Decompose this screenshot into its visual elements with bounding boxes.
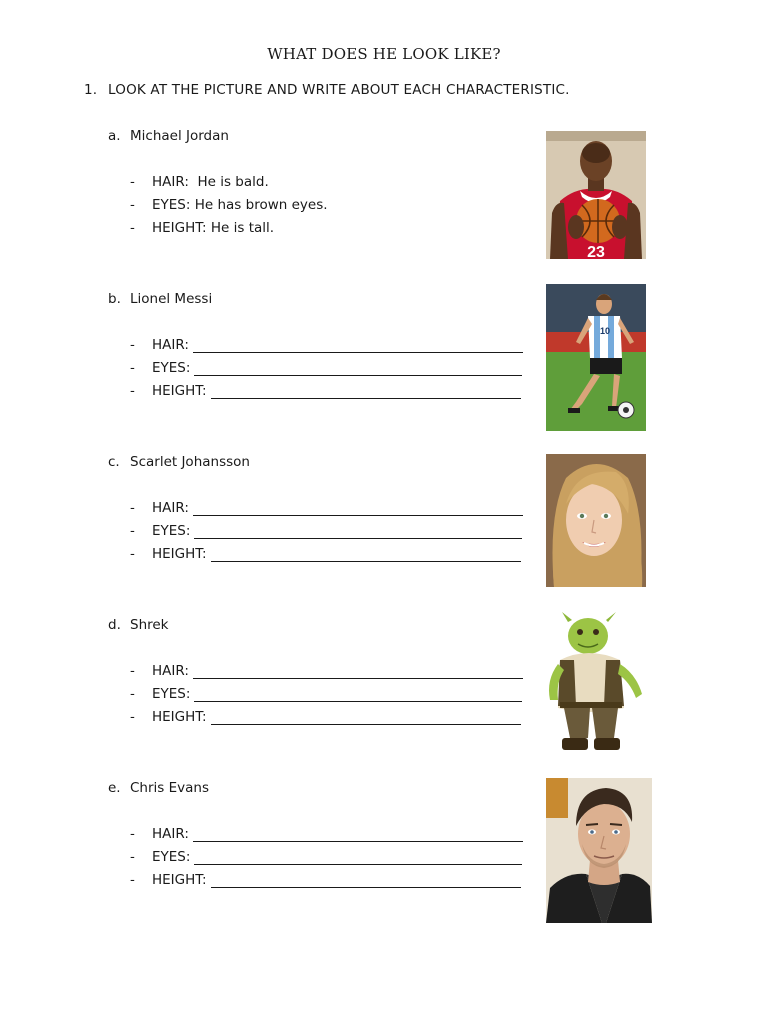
eyes-answer-blank[interactable]: [194, 524, 522, 539]
hair-line: - HAIR:: [130, 333, 523, 353]
item-heading: [108, 780, 209, 796]
eyes-answer: He has brown eyes.: [194, 197, 328, 213]
shrek-picture: [546, 608, 646, 758]
hair-answer-blank[interactable]: [193, 501, 523, 516]
height-answer-blank[interactable]: [211, 710, 521, 725]
worksheet-title: WHAT DOES HE LOOK LIKE?: [267, 45, 501, 63]
item-heading: [108, 291, 212, 307]
item-name: Chris Evans: [130, 780, 209, 796]
hair-label: HAIR:: [152, 663, 189, 679]
height-line: - HEIGHT:: [130, 542, 521, 562]
item-letter: b.: [108, 291, 121, 307]
item-name: Lionel Messi: [130, 291, 213, 307]
item-letter: e.: [108, 780, 121, 796]
michael-jordan-photo: [546, 131, 646, 259]
hair-answer-blank[interactable]: [193, 338, 523, 353]
eyes-label: EYES:: [152, 197, 191, 213]
messi-number: 10: [599, 326, 611, 336]
height-line: - HEIGHT:: [130, 868, 521, 888]
item-letter: d.: [108, 617, 121, 633]
height-label: HEIGHT:: [152, 546, 207, 562]
eyes-answer-blank[interactable]: [194, 361, 522, 376]
eyes-line: - EYES: He has brown eyes.: [130, 197, 328, 213]
item-name: Scarlet Johansson: [130, 454, 250, 470]
eyes-answer-blank[interactable]: [194, 850, 522, 865]
hair-answer-blank[interactable]: [193, 827, 523, 842]
item-letter: a.: [108, 128, 121, 144]
hair-answer-blank[interactable]: [193, 664, 523, 679]
eyes-label: EYES:: [152, 849, 191, 865]
instruction: [84, 82, 570, 98]
height-label: HEIGHT:: [152, 220, 207, 236]
item-heading: [108, 617, 169, 633]
eyes-line: - EYES:: [130, 356, 522, 376]
height-answer-blank[interactable]: [211, 873, 521, 888]
height-line: - HEIGHT:: [130, 705, 521, 725]
item-name: Shrek: [130, 617, 169, 633]
jersey-number: 23: [587, 244, 605, 259]
item-name: Michael Jordan: [130, 128, 229, 144]
height-answer-blank[interactable]: [211, 384, 521, 399]
eyes-label: EYES:: [152, 360, 191, 376]
height-label: HEIGHT:: [152, 709, 207, 725]
eyes-line: - EYES:: [130, 845, 522, 865]
instruction-text: LOOK AT THE PICTURE AND WRITE ABOUT EACH CHARACTERISTIC.: [108, 82, 570, 98]
hair-label: HAIR:: [152, 174, 189, 190]
hair-line: - HAIR:: [130, 822, 523, 842]
height-line: - HEIGHT:: [130, 379, 521, 399]
hair-label: HAIR:: [152, 500, 189, 516]
eyes-label: EYES:: [152, 523, 191, 539]
eyes-line: - EYES:: [130, 519, 522, 539]
hair-line: - HAIR: He is bald.: [130, 174, 269, 190]
eyes-line: - EYES:: [130, 682, 522, 702]
height-answer: He is tall.: [210, 220, 275, 236]
eyes-answer-blank[interactable]: [194, 687, 522, 702]
hair-line: - HAIR:: [130, 659, 523, 679]
lionel-messi-photo: [546, 284, 646, 431]
hair-label: HAIR:: [152, 337, 189, 353]
item-heading: [108, 128, 229, 144]
hair-answer: He is bald.: [197, 174, 269, 190]
height-answer-blank[interactable]: [211, 547, 521, 562]
eyes-label: EYES:: [152, 686, 191, 702]
height-label: HEIGHT:: [152, 872, 207, 888]
height-line: - HEIGHT: He is tall.: [130, 220, 275, 236]
instruction-number: 1.: [84, 82, 98, 98]
item-heading: [108, 454, 250, 470]
chris-evans-photo: [546, 778, 652, 923]
item-letter: c.: [108, 454, 120, 470]
hair-line: - HAIR:: [130, 496, 523, 516]
height-label: HEIGHT:: [152, 383, 207, 399]
hair-label: HAIR:: [152, 826, 189, 842]
scarlet-johansson-photo: [546, 454, 646, 587]
